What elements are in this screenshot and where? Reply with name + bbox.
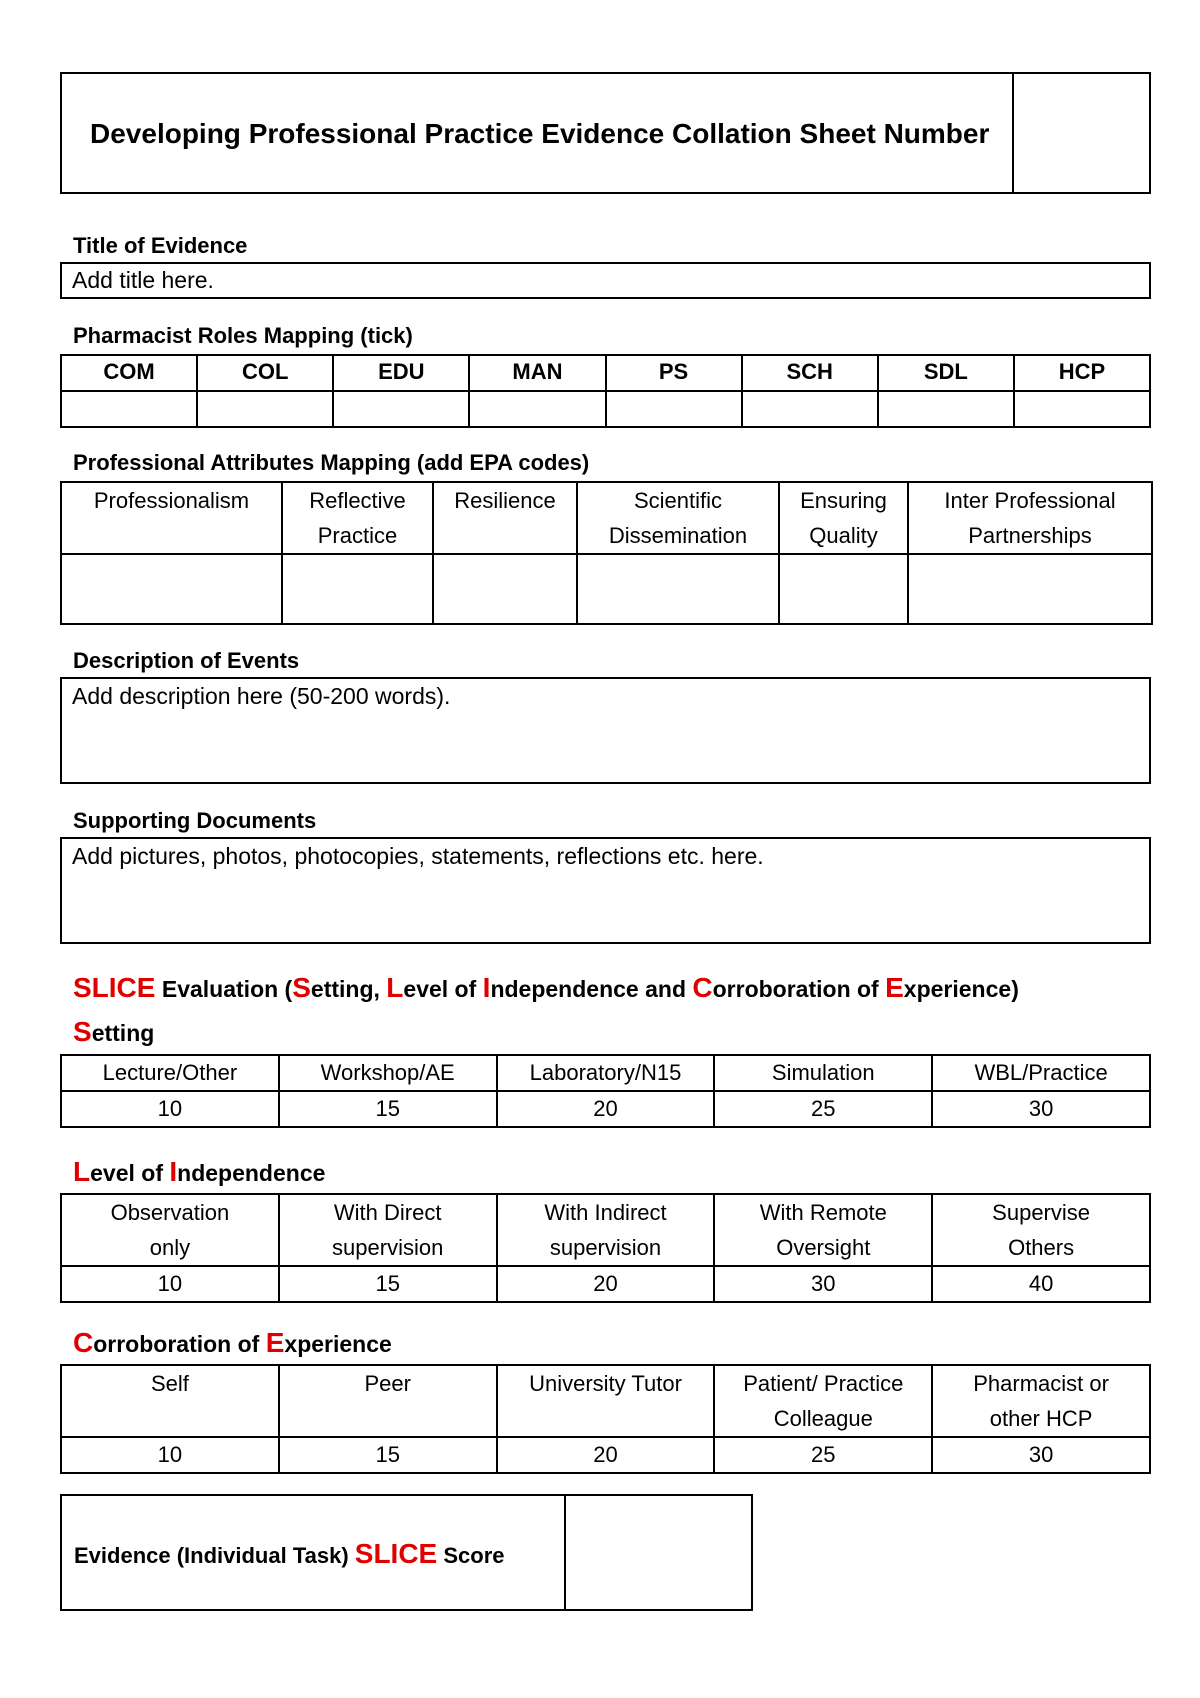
setting-wbl-header: WBL/Practice: [932, 1055, 1150, 1091]
independence-table: [60, 1193, 1151, 1303]
attr-scientific-dissemination-code[interactable]: [577, 554, 779, 624]
slice-score-divider: [564, 1496, 566, 1609]
attr-ensuring-quality-header: Ensuring Quality: [779, 482, 908, 554]
description-label: Description of Events: [73, 648, 300, 673]
setting-laboratory-header: Laboratory/N15: [497, 1055, 715, 1091]
attr-resilience-header: Resilience: [433, 482, 577, 554]
attributes-mapping-label: Professional Attributes Mapping (add EPA codes): [73, 450, 590, 475]
role-man-header: MAN: [469, 355, 605, 391]
role-ps-header: PS: [606, 355, 742, 391]
independence-remote-header: With Remote Oversight: [714, 1194, 932, 1266]
attributes-mapping-table: [60, 481, 1153, 625]
corroboration-table: [60, 1364, 1151, 1474]
setting-table: [60, 1054, 1151, 1128]
setting-score[interactable]: 30: [932, 1091, 1150, 1127]
attr-professionalism-header: Professionalism: [61, 482, 282, 554]
sheet-title: Developing Professional Practice Evidence Collation Sheet Number: [90, 118, 990, 149]
role-com-tick[interactable]: [61, 391, 197, 427]
role-sdl-header: SDL: [878, 355, 1014, 391]
attr-reflective-practice-code[interactable]: [282, 554, 433, 624]
setting-heading: Setting: [73, 1016, 155, 1047]
independence-score[interactable]: 10: [61, 1266, 279, 1302]
description-field[interactable]: [60, 677, 1151, 784]
corroboration-colleague-header: Patient/ Practice Colleague: [714, 1365, 932, 1437]
role-com-header: COM: [61, 355, 197, 391]
attr-inter-professional-header: Inter Professional Partnerships: [908, 482, 1152, 554]
description-placeholder: Add description here (50-200 words).: [72, 683, 451, 709]
corroboration-score[interactable]: 15: [279, 1437, 497, 1473]
title-of-evidence-field[interactable]: [60, 262, 1151, 299]
supporting-documents-label: Supporting Documents: [73, 808, 317, 833]
independence-heading: Level of Independence: [73, 1156, 326, 1187]
setting-score[interactable]: 25: [714, 1091, 932, 1127]
independence-score[interactable]: 30: [714, 1266, 932, 1302]
supporting-documents-placeholder: Add pictures, photos, photocopies, statements, reflections etc. here.: [72, 843, 764, 869]
setting-score[interactable]: 20: [497, 1091, 715, 1127]
corroboration-score[interactable]: 30: [932, 1437, 1150, 1473]
independence-observation-header: Observation only: [61, 1194, 279, 1266]
corroboration-score[interactable]: 10: [61, 1437, 279, 1473]
role-edu-tick[interactable]: [333, 391, 469, 427]
setting-simulation-header: Simulation: [714, 1055, 932, 1091]
title-of-evidence-label: Title of Evidence: [73, 233, 248, 258]
role-sch-header: SCH: [742, 355, 878, 391]
roles-mapping-table: [60, 354, 1151, 428]
corroboration-score[interactable]: 20: [497, 1437, 715, 1473]
attr-scientific-dissemination-header: Scientific Dissemination: [577, 482, 779, 554]
role-col-tick[interactable]: [197, 391, 333, 427]
role-man-tick[interactable]: [469, 391, 605, 427]
title-of-evidence-placeholder: Add title here.: [72, 267, 214, 293]
attr-resilience-code[interactable]: [433, 554, 577, 624]
independence-score[interactable]: 15: [279, 1266, 497, 1302]
slice-score-label: Evidence (Individual Task) SLICE Score: [74, 1538, 505, 1569]
setting-score[interactable]: 10: [61, 1091, 279, 1127]
independence-indirect-header: With Indirect supervision: [497, 1194, 715, 1266]
role-col-header: COL: [197, 355, 333, 391]
role-hcp-header: HCP: [1014, 355, 1150, 391]
attr-professionalism-code[interactable]: [61, 554, 282, 624]
slice-score-box: [60, 1494, 753, 1611]
independence-score[interactable]: 40: [932, 1266, 1150, 1302]
setting-lecture-header: Lecture/Other: [61, 1055, 279, 1091]
corroboration-tutor-header: University Tutor: [497, 1365, 715, 1437]
independence-score[interactable]: 20: [497, 1266, 715, 1302]
setting-score[interactable]: 15: [279, 1091, 497, 1127]
corroboration-score[interactable]: 25: [714, 1437, 932, 1473]
roles-mapping-label: Pharmacist Roles Mapping (tick): [73, 323, 413, 348]
attr-inter-professional-code[interactable]: [908, 554, 1152, 624]
corroboration-heading: Corroboration of Experience: [73, 1327, 392, 1358]
corroboration-pharmacist-header: Pharmacist or other HCP: [932, 1365, 1150, 1437]
corroboration-peer-header: Peer: [279, 1365, 497, 1437]
attr-ensuring-quality-code[interactable]: [779, 554, 908, 624]
independence-supervise-header: Supervise Others: [932, 1194, 1150, 1266]
independence-direct-header: With Direct supervision: [279, 1194, 497, 1266]
supporting-documents-field[interactable]: [60, 837, 1151, 944]
setting-workshop-header: Workshop/AE: [279, 1055, 497, 1091]
role-hcp-tick[interactable]: [1014, 391, 1150, 427]
role-sch-tick[interactable]: [742, 391, 878, 427]
sheet-title-box: [60, 72, 1151, 194]
role-edu-header: EDU: [333, 355, 469, 391]
corroboration-self-header: Self: [61, 1365, 279, 1437]
role-sdl-tick[interactable]: [878, 391, 1014, 427]
attr-reflective-practice-header: Reflective Practice: [282, 482, 433, 554]
role-ps-tick[interactable]: [606, 391, 742, 427]
slice-evaluation-heading: SLICE Evaluation (Setting, Level of Independence and Corroboration of Experience): [73, 972, 1019, 1003]
sheet-number-divider: [1012, 74, 1014, 192]
